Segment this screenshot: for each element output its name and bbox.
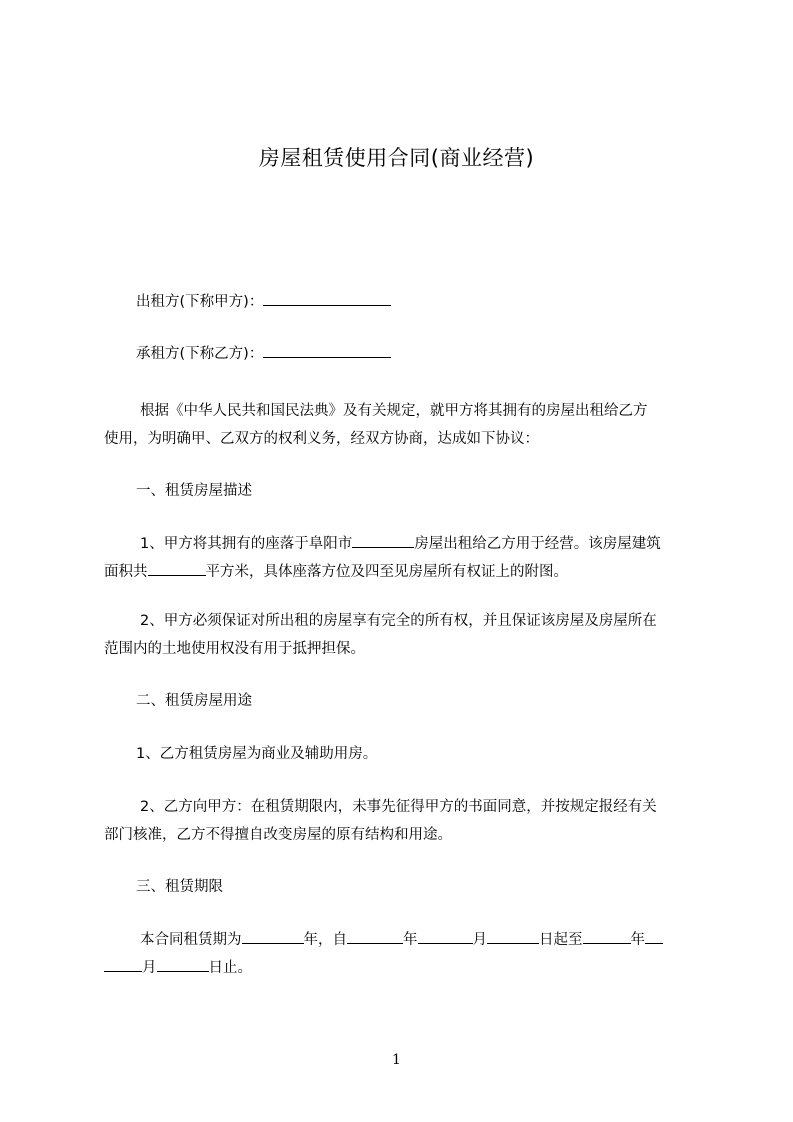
section-2-heading: 二、租赁房屋用途	[136, 693, 252, 709]
section-1-item-1-line-1	[104, 530, 750, 558]
term-text-d: 月	[472, 932, 487, 948]
end-day-blank	[157, 955, 209, 972]
lessor-blank	[263, 289, 391, 306]
page-number: 1	[392, 1052, 401, 1068]
section-2-item-1: 1、乙方租赁房屋为商业及辅助用房。	[136, 746, 378, 762]
end-year-blank	[583, 927, 631, 944]
s1-item1-text-a: 1、甲方将其拥有的座落于阜阳市	[140, 536, 353, 552]
term-text-f: 年	[630, 932, 645, 948]
lessee-label: 承租方(下称乙方)：	[136, 346, 264, 362]
term-years-blank	[242, 927, 304, 944]
end-month-blank-end	[104, 955, 142, 972]
lessee-line	[104, 340, 746, 368]
preamble-line-1: 根据《中华人民共和国民法典》及有关规定，就甲方将其拥有的房屋出租给乙方	[140, 403, 648, 419]
document-title: 房屋租赁使用合同(商业经营)	[258, 146, 535, 170]
section-1-item-1-line-2	[104, 558, 714, 586]
term-text-b: 年，自	[303, 932, 347, 948]
section-3-term-line-2	[104, 954, 714, 982]
start-day-blank	[487, 927, 539, 944]
term-text-a: 本合同租赁期为	[140, 932, 242, 948]
section-3-term-line-1	[104, 926, 750, 954]
lessor-line	[104, 288, 746, 316]
section-3-heading: 三、租赁期限	[136, 879, 223, 895]
lessee-blank	[263, 341, 391, 358]
start-year-blank	[347, 927, 403, 944]
preamble-line-2: 使用，为明确甲、乙双方的权利义务，经双方协商，达成如下协议：	[104, 431, 539, 447]
term-text-h: 日止。	[208, 960, 252, 976]
start-month-blank	[418, 927, 473, 944]
term-text-c: 年	[403, 932, 418, 948]
section-2-item-2-line-1: 2、乙方向甲方：在租赁期限内，未事先征得甲方的书面同意，并按规定报经有关	[140, 799, 657, 815]
section-1-heading: 一、租赁房屋描述	[136, 483, 252, 499]
s1-item1-text-c: 面积共	[104, 564, 148, 580]
lessor-label: 出租方(下称甲方)：	[136, 294, 264, 310]
term-text-e: 日起至	[539, 932, 583, 948]
end-month-blank-start	[645, 927, 663, 944]
section-1-item-2-line-1: 2、甲方必须保证对所出租的房屋享有完全的所有权，并且保证该房屋及房屋所在	[140, 613, 657, 629]
term-text-g: 月	[142, 960, 157, 976]
location-blank	[352, 531, 414, 548]
section-2-item-2-line-2: 部门核准，乙方不得擅自改变房屋的原有结构和用途。	[104, 827, 452, 843]
s1-item1-text-b: 房屋出租给乙方用于经营。该房屋建筑	[414, 536, 661, 552]
s1-item1-text-d: 平方米，具体座落方位及四至见房屋所有权证上的附图。	[205, 564, 568, 580]
section-1-item-2-line-2: 范围内的土地使用权没有用于抵押担保。	[104, 641, 365, 657]
area-blank	[148, 559, 206, 576]
